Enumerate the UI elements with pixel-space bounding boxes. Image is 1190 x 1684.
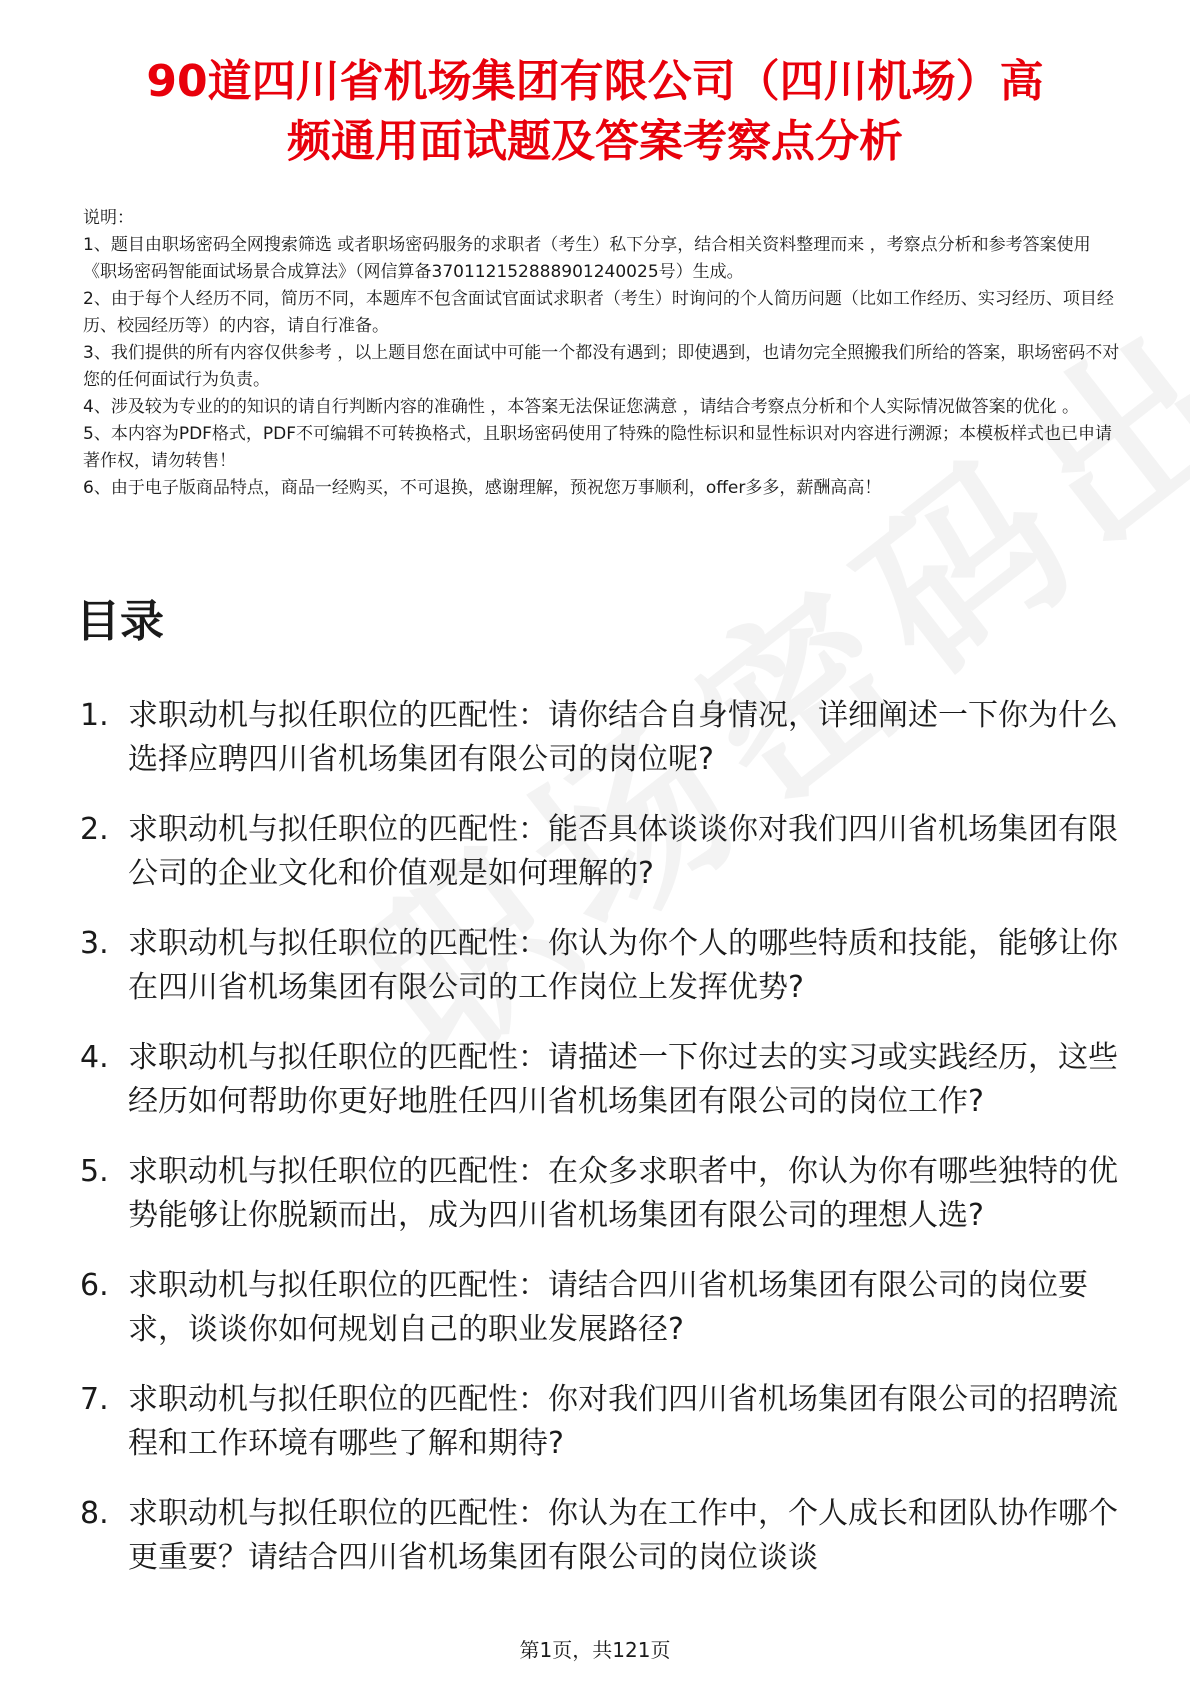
toc-item-number: 4. bbox=[80, 1040, 109, 1075]
toc-item-text: 求职动机与拟任职位的匹配性：请结合四川省机场集团有限公司的岗位要求，谈谈你如何规划自己的职业发展路径? bbox=[128, 1268, 1088, 1347]
toc-item-text: 求职动机与拟任职位的匹配性：请描述一下你过去的实习或实践经历，这些经历如何帮助你更好地胜任四川省机场集团有限公司的岗位工作? bbox=[128, 1040, 1118, 1119]
toc-item-text: 求职动机与拟任职位的匹配性：请你结合自身情况，详细阐述一下你为什么选择应聘四川省机场集团有限公司的岗位呢? bbox=[128, 698, 1118, 777]
toc-list bbox=[0, 694, 1190, 1606]
toc-item[interactable] bbox=[0, 1264, 1190, 1352]
toc-item[interactable] bbox=[0, 1150, 1190, 1238]
toc-item-text: 求职动机与拟任职位的匹配性：在众多求职者中，你认为你有哪些独特的优势能够让你脱颖而出，成为四川省机场集团有限公司的理想人选? bbox=[128, 1154, 1118, 1233]
toc-item-text: 求职动机与拟任职位的匹配性：你认为你个人的哪些特质和技能，能够让你在四川省机场集团有限公司的工作岗位上发挥优势? bbox=[128, 926, 1118, 1005]
toc-item[interactable] bbox=[0, 694, 1190, 782]
toc-item-number: 1. bbox=[80, 698, 109, 733]
toc-item-number: 7. bbox=[80, 1382, 109, 1417]
toc-heading: 目录 bbox=[76, 596, 164, 647]
toc-item-number: 8. bbox=[80, 1496, 109, 1531]
note-item: 5、本内容为PDF格式，PDF不可编辑不可转换格式，且职场密码使用了特殊的隐性标识和显性标识对内容进行溯源；本模板样式也已申请著作权，请勿转售！ bbox=[83, 424, 1113, 471]
note-item: 2、由于每个人经历不同，简历不同，本题库不包含面试官面试求职者（考生）时询问的个人简历问题（比如工作经历、实习经历、项目经历、校园经历等）的内容，请自行准备。 bbox=[83, 289, 1114, 336]
toc-item-number: 3. bbox=[80, 926, 109, 961]
toc-item-number: 2. bbox=[80, 812, 109, 847]
toc-item[interactable] bbox=[0, 1492, 1190, 1580]
toc-item-number: 5. bbox=[80, 1154, 109, 1189]
note-item: 1、题目由职场密码全网搜索筛选 或者职场密码服务的求职者（考生）私下分享，结合相关资料整理而来 ，考察点分析和参考答案使用《职场密码智能面试场景合成算法》（网信算备370112152888901240025号）生成。 bbox=[83, 235, 1091, 282]
notes-heading: 说明： bbox=[83, 208, 134, 228]
title-line-2: 频通用面试题及答案考察点分析 bbox=[287, 116, 903, 167]
toc-item[interactable] bbox=[0, 1378, 1190, 1466]
page-footer: 第1页，共121页 bbox=[0, 1636, 1190, 1664]
toc-item-text: 求职动机与拟任职位的匹配性：你对我们四川省机场集团有限公司的招聘流程和工作环境有哪些了解和期待? bbox=[128, 1382, 1118, 1461]
title-line-1: 90道四川省机场集团有限公司（四川机场）高 bbox=[146, 56, 1044, 107]
toc-item[interactable] bbox=[0, 808, 1190, 896]
note-item: 4、涉及较为专业的的知识的请自行判断内容的准确性 ，本答案无法保证您满意 ，请结合考察点分析和个人实际情况做答案的优化 。 bbox=[83, 397, 1080, 417]
notes-section bbox=[83, 205, 1123, 502]
note-item: 6、由于电子版商品特点，商品一经购买，不可退换，感谢理解，预祝您万事顺利，offer多多，薪酬高高！ bbox=[83, 478, 882, 498]
toc-item-number: 6. bbox=[80, 1268, 109, 1303]
note-item: 3、我们提供的所有内容仅供参考 ，以上题目您在面试中可能一个都没有遇到；即使遇到，也请勿完全照搬我们所给的答案，职场密码不对您的任何面试行为负责。 bbox=[83, 343, 1120, 390]
toc-item[interactable] bbox=[0, 1036, 1190, 1124]
toc-item-text: 求职动机与拟任职位的匹配性：你认为在工作中，个人成长和团队协作哪个更重要？请结合四川省机场集团有限公司的岗位谈谈 bbox=[128, 1496, 1118, 1575]
toc-item[interactable] bbox=[0, 922, 1190, 1010]
toc-item-text: 求职动机与拟任职位的匹配性：能否具体谈谈你对我们四川省机场集团有限公司的企业文化和价值观是如何理解的? bbox=[128, 812, 1118, 891]
document-title bbox=[60, 52, 1130, 172]
